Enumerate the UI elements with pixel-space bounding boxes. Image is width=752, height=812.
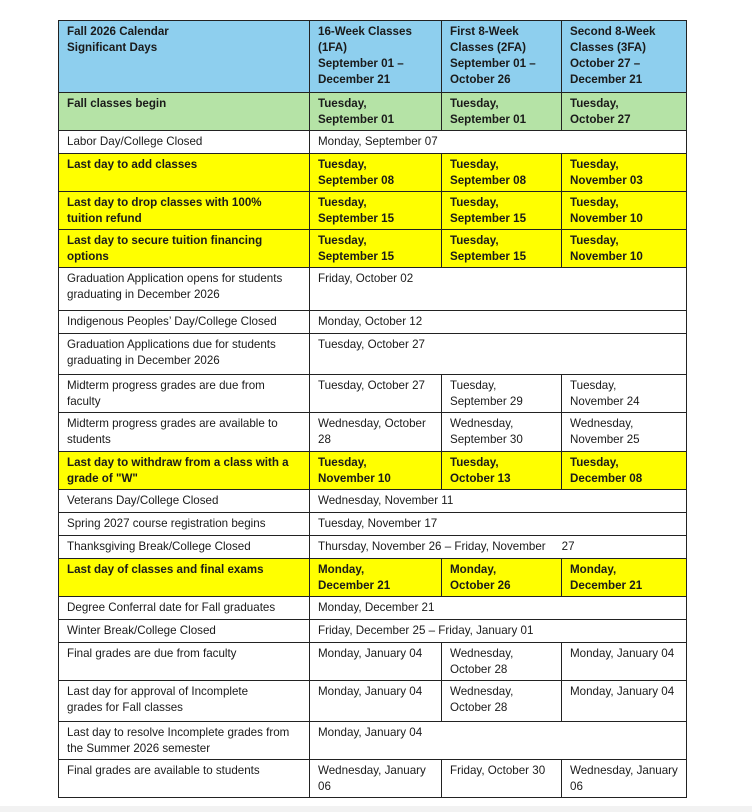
event-label: Last day to secure tuition financing options xyxy=(59,230,310,268)
date-first-8-week: Monday, October 26 xyxy=(442,559,562,597)
date-16-week: Monday, December 21 xyxy=(310,559,442,597)
date-16-week: Tuesday, November 10 xyxy=(310,452,442,490)
date-second-8-week: Monday, December 21 xyxy=(562,559,687,597)
date-range-end: 27 xyxy=(561,540,575,553)
table-row xyxy=(59,375,687,413)
date-first-8-week: Tuesday, September 15 xyxy=(442,230,562,268)
event-label: Thanksgiving Break/College Closed xyxy=(59,536,310,559)
header-row xyxy=(59,21,687,93)
header-16-week: 16-Week Classes (1FA) September 01 – December 21 xyxy=(310,21,442,93)
event-label: Fall classes begin xyxy=(59,93,310,131)
table-row xyxy=(59,131,687,154)
event-label: Graduation Application opens for students graduating in December 2026 xyxy=(59,268,310,311)
date-second-8-week: Tuesday, November 10 xyxy=(562,192,687,230)
header-second-8-week: Second 8-Week Classes (3FA) October 27 – December 21 xyxy=(562,21,687,93)
date-16-week: Tuesday, September 01 xyxy=(310,93,442,131)
event-label: Last day of classes and final exams xyxy=(59,559,310,597)
event-label: Last day to drop classes with 100% tuition refund xyxy=(59,192,310,230)
table-row xyxy=(59,452,687,490)
date-first-8-week: Tuesday, September 08 xyxy=(442,154,562,192)
table-row xyxy=(59,620,687,643)
date-16-week: Tuesday, October 27 xyxy=(310,375,442,413)
date-second-8-week: Wednesday, January 06 xyxy=(562,760,687,798)
date-first-8-week: Tuesday, September 29 xyxy=(442,375,562,413)
table-row xyxy=(59,643,687,681)
date-16-week: Tuesday, September 15 xyxy=(310,230,442,268)
date-first-8-week: Wednesday, October 28 xyxy=(442,643,562,681)
event-label: Winter Break/College Closed xyxy=(59,620,310,643)
table-row xyxy=(59,230,687,268)
table-row xyxy=(59,311,687,334)
table-row xyxy=(59,597,687,620)
date-second-8-week: Tuesday, October 27 xyxy=(562,93,687,131)
table-row xyxy=(59,536,687,559)
date-all-terms: Friday, October 02 xyxy=(310,268,687,311)
event-label: Last day to add classes xyxy=(59,154,310,192)
table-row xyxy=(59,334,687,375)
date-second-8-week: Monday, January 04 xyxy=(562,681,687,722)
header-first-8-week: First 8-Week Classes (2FA) September 01 – October 26 xyxy=(442,21,562,93)
date-16-week: Tuesday, September 08 xyxy=(310,154,442,192)
date-16-week: Wednesday, October 28 xyxy=(310,413,442,452)
date-second-8-week: Tuesday, November 10 xyxy=(562,230,687,268)
table-row xyxy=(59,760,687,798)
date-16-week: Wednesday, January 06 xyxy=(310,760,442,798)
date-all-terms xyxy=(310,536,687,559)
date-all-terms: Monday, October 12 xyxy=(310,311,687,334)
event-label: Final grades are available to students xyxy=(59,760,310,798)
event-label: Indigenous Peoples’ Day/College Closed xyxy=(59,311,310,334)
date-first-8-week: Tuesday, October 13 xyxy=(442,452,562,490)
event-label: Last day to resolve Incomplete grades from the Summer 2026 semester xyxy=(59,722,310,760)
table-row xyxy=(59,490,687,513)
date-16-week: Monday, January 04 xyxy=(310,681,442,722)
date-all-terms: Monday, September 07 xyxy=(310,131,687,154)
date-16-week: Monday, January 04 xyxy=(310,643,442,681)
event-label: Labor Day/College Closed xyxy=(59,131,310,154)
event-label: Graduation Applications due for students graduating in December 2026 xyxy=(59,334,310,375)
event-label: Spring 2027 course registration begins xyxy=(59,513,310,536)
date-all-terms: Wednesday, November 11 xyxy=(310,490,687,513)
date-second-8-week: Tuesday, November 03 xyxy=(562,154,687,192)
event-label: Degree Conferral date for Fall graduates xyxy=(59,597,310,620)
date-all-terms: Tuesday, October 27 xyxy=(310,334,687,375)
fall-2026-calendar-table xyxy=(58,20,687,798)
date-first-8-week: Tuesday, September 15 xyxy=(442,192,562,230)
table-row xyxy=(59,268,687,311)
table-row xyxy=(59,413,687,452)
event-label: Last day for approval of Incomplete grades for Fall classes xyxy=(59,681,310,722)
table-row xyxy=(59,93,687,131)
date-all-terms: Friday, December 25 – Friday, January 01 xyxy=(310,620,687,643)
bottom-strip xyxy=(0,806,752,812)
date-second-8-week: Monday, January 04 xyxy=(562,643,687,681)
date-second-8-week: Tuesday, November 24 xyxy=(562,375,687,413)
date-first-8-week: Tuesday, September 01 xyxy=(442,93,562,131)
date-first-8-week: Wednesday, September 30 xyxy=(442,413,562,452)
date-all-terms: Monday, January 04 xyxy=(310,722,687,760)
date-second-8-week: Wednesday, November 25 xyxy=(562,413,687,452)
table-row xyxy=(59,192,687,230)
date-16-week: Tuesday, September 15 xyxy=(310,192,442,230)
event-label: Last day to withdraw from a class with a grade of "W" xyxy=(59,452,310,490)
table-row xyxy=(59,681,687,722)
date-all-terms: Monday, December 21 xyxy=(310,597,687,620)
table-row xyxy=(59,559,687,597)
date-first-8-week: Friday, October 30 xyxy=(442,760,562,798)
header-significant-days: Fall 2026 Calendar Significant Days xyxy=(59,21,310,93)
table-row xyxy=(59,722,687,760)
table-row xyxy=(59,513,687,536)
date-first-8-week: Wednesday, October 28 xyxy=(442,681,562,722)
date-range-start: Thursday, November 26 – Friday, November xyxy=(318,540,546,553)
date-all-terms: Tuesday, November 17 xyxy=(310,513,687,536)
date-second-8-week: Tuesday, December 08 xyxy=(562,452,687,490)
table-row xyxy=(59,154,687,192)
event-label: Midterm progress grades are due from faculty xyxy=(59,375,310,413)
event-label: Veterans Day/College Closed xyxy=(59,490,310,513)
event-label: Midterm progress grades are available to students xyxy=(59,413,310,452)
event-label: Final grades are due from faculty xyxy=(59,643,310,681)
